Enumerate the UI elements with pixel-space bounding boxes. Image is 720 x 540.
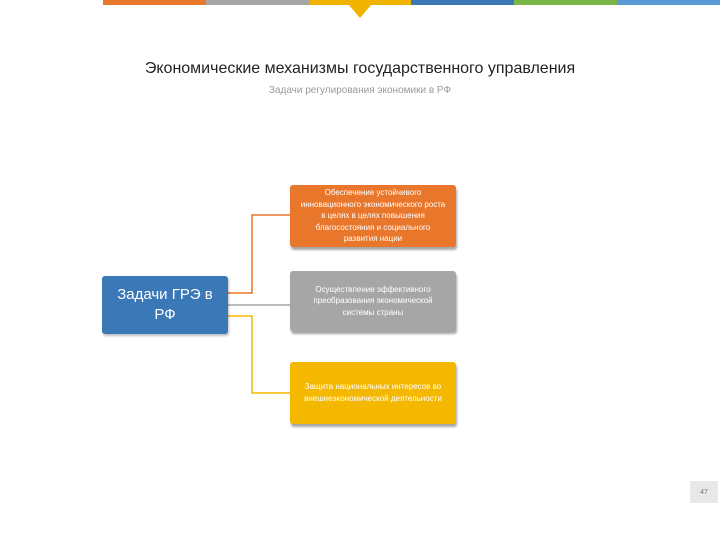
slide-subtitle: Задачи регулирования экономики в РФ (268, 85, 452, 96)
main-tasks-box: Задачи ГРЭ в РФ (102, 276, 228, 334)
page-number: 47 (690, 481, 718, 503)
task-box-transformation: Осуществление эффективного преобразования экономической системы страны (290, 271, 456, 331)
task-box-growth: Обеспечение устойчивого инновационного экономического роста в целях в целях повышения благосостояния и социального развития нации (290, 185, 456, 247)
task-box-national-interests: Защита национальных интересов во внешнеэкономической деятельности (290, 362, 456, 424)
slide-title: Экономические механизмы государственного управления (144, 60, 576, 77)
connector-task-1 (228, 215, 290, 293)
connector-task-3 (228, 316, 290, 393)
